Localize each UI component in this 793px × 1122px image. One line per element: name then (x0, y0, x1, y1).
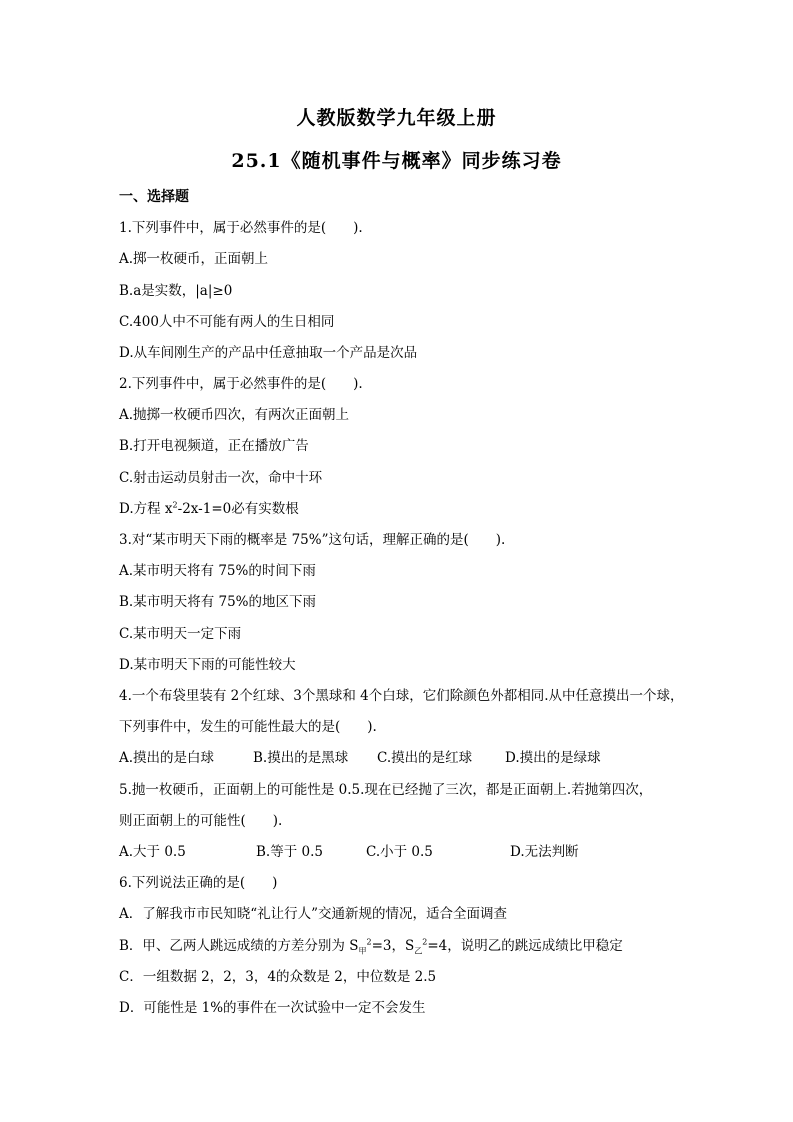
question-5-option-a: A.大于 0.5 (119, 844, 186, 860)
question-1-option-a: A.掷一枚硬币，正面朝上 (119, 251, 269, 267)
q2-d-exponent: 2 (172, 500, 178, 510)
question-5-options (119, 840, 579, 860)
question-1-option-c: C.400人中不可能有两人的生日相同 (119, 314, 335, 330)
question-1-option-d: D.从车间刚生产的产品中任意抽取一个产品是次品 (119, 345, 418, 361)
question-2-option-c: C.射击运动员射击一次，命中十环 (119, 470, 323, 486)
question-4-option-b: B.摸出的是黑球 (253, 750, 349, 766)
question-3-option-c: C.某市明天一定下雨 (119, 626, 242, 642)
question-5-option-c: C.小于 0.5 (366, 844, 433, 860)
question-4-option-d: D.摸出的是绿球 (505, 750, 601, 766)
question-3-stem: 3.对“某市明天下雨的概率是 75%”这句话，理解正确的是( ). (119, 532, 506, 548)
question-4-stem-line2: 下列事件中，发生的可能性最大的是( ). (119, 719, 377, 735)
question-4-options (119, 746, 601, 766)
q6-b-subscript-yi: 乙 (414, 946, 423, 956)
question-2-option-a: A.抛掷一枚硬币四次，有两次正面朝上 (119, 407, 350, 423)
q6-b-exponent-2: 2 (422, 937, 428, 947)
question-6-option-c: C．一组数据 2，2，3，4的众数是 2，中位数是 2.5 (119, 969, 437, 985)
question-4-option-a: A.摸出的是白球 (119, 750, 215, 766)
q6-b-subscript-jia: 甲 (358, 946, 367, 956)
question-2-option-d (119, 497, 299, 517)
document-subtitle: 25.1《随机事件与概率》同步练习卷 (231, 150, 562, 172)
question-5-option-b: B.等于 0.5 (256, 844, 323, 860)
section-heading: 一、选择题 (119, 189, 189, 205)
question-1-stem: 1.下列事件中，属于必然事件的是( ). (119, 220, 363, 236)
question-3-option-a: A.某市明天将有 75%的时间下雨 (119, 563, 316, 579)
question-6-option-a: A．了解我市市民知晓“礼让行人”交通新规的情况，适合全面调查 (119, 906, 508, 922)
q6-b-text-start: B．甲、乙两人跳远成绩的方差分别为 S (119, 938, 359, 954)
question-4-option-c: C.摸出的是红球 (377, 750, 473, 766)
question-5-stem-line1: 5.抛一枚硬币，正面朝上的可能性是 0.5.现在已经抛了三次，都是正面朝上.若抛第四次， (119, 782, 653, 798)
q6-b-text-mid: =3，S (371, 938, 415, 954)
question-2-stem: 2.下列事件中，属于必然事件的是( ). (119, 376, 363, 392)
document-title: 人教版数学九年级上册 (296, 107, 497, 129)
question-2-option-b: B.打开电视频道，正在播放广告 (119, 438, 309, 454)
q2-d-text-end: -2x-1=0必有实数根 (177, 501, 299, 517)
question-6-option-b (119, 934, 623, 954)
question-6-option-d: D．可能性是 1%的事件在一次试验中一定不会发生 (119, 1000, 426, 1016)
question-5-stem-line2: 则正面朝上的可能性( ). (119, 813, 283, 829)
q6-b-exponent-1: 2 (366, 937, 372, 947)
q2-d-text-start: D.方程 x (119, 501, 173, 517)
question-3-option-d: D.某市明天下雨的可能性较大 (119, 657, 296, 673)
question-4-stem-line1: 4.一个布袋里装有 2个红球、3个黑球和 4个白球，它们除颜色外都相同.从中任意摸出一个球， (119, 688, 684, 704)
question-3-option-b: B.某市明天将有 75%的地区下雨 (119, 594, 317, 610)
question-6-stem: 6.下列说法正确的是( ) (119, 875, 278, 891)
question-5-option-d: D.无法判断 (510, 844, 579, 860)
question-1-option-b: B.a是实数，|a|≥0 (119, 283, 233, 299)
q6-b-text-end: =4，说明乙的跳远成绩比甲稳定 (427, 938, 623, 954)
